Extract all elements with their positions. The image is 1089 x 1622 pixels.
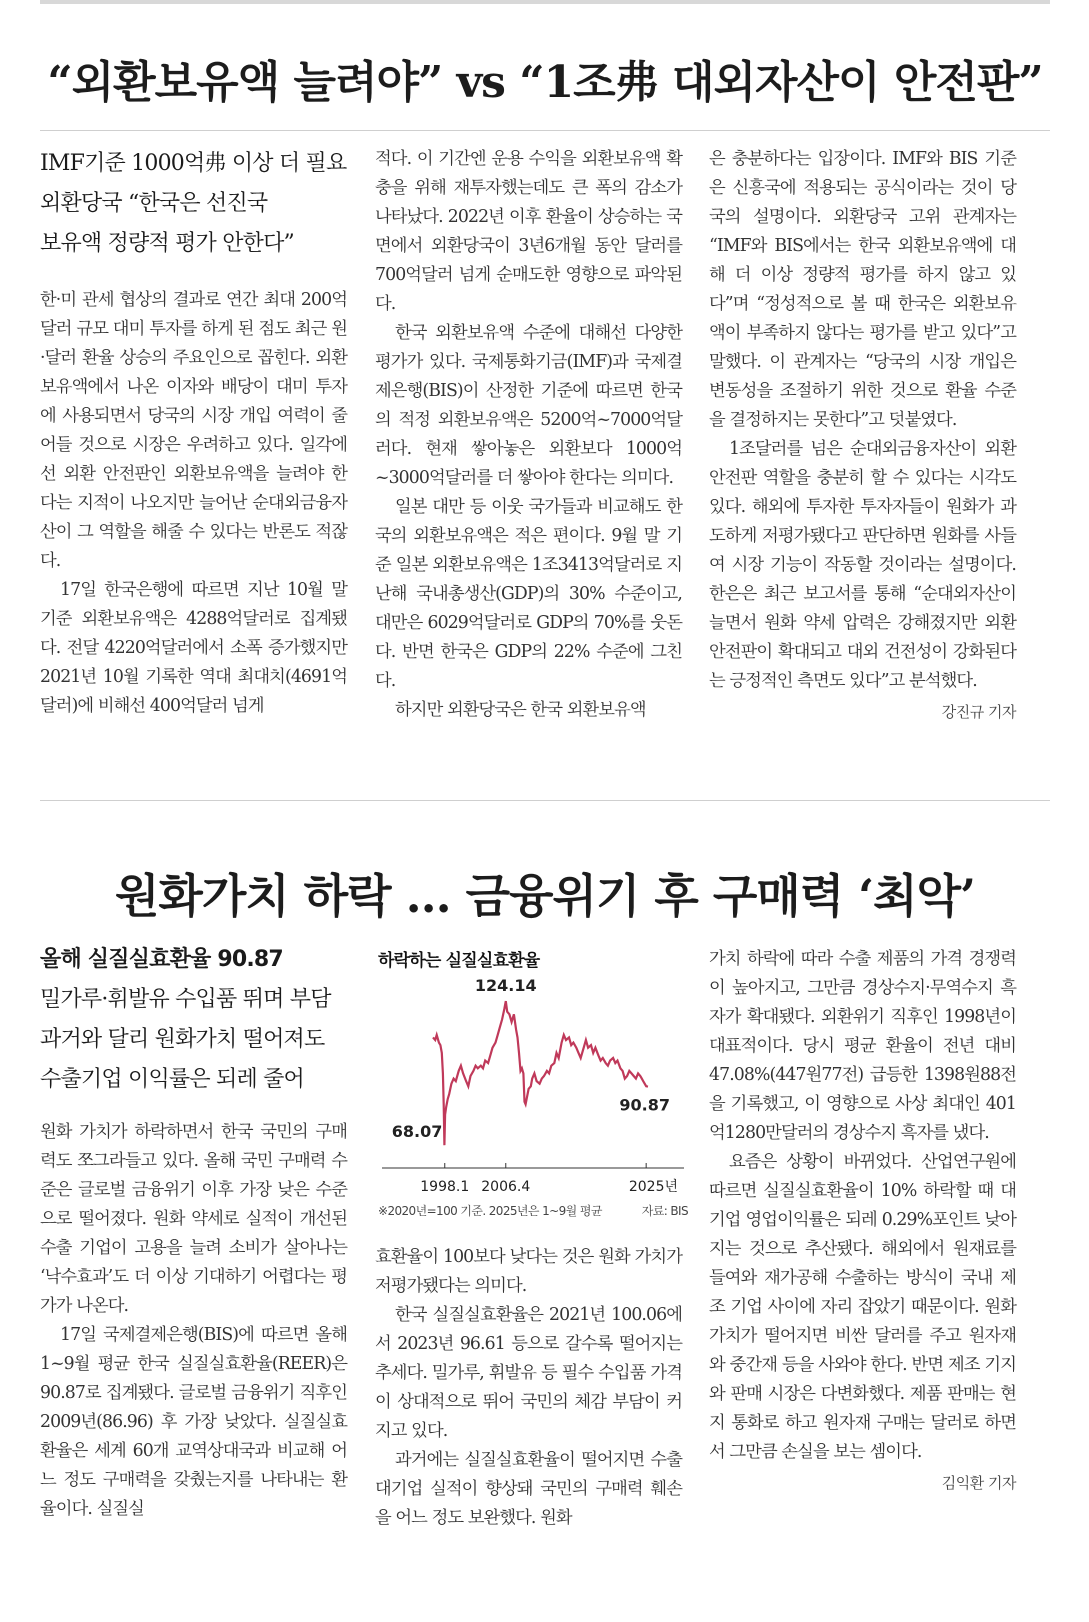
top-rule xyxy=(40,0,1050,4)
data-label: 68.07 xyxy=(391,1122,443,1142)
article1-headline: “외환보유액 늘려야” vs “1조弗 대외자산이 안전판” xyxy=(47,57,1043,108)
article1-paragraph: 은 충분하다는 입장이다. IMF와 BIS 기준은 신흥국에 적용되는 공식이라는 것이 당국의 설명이다. 외환당국 고위 관계자는 “IMF와 BIS에서는 한국 외환보유액에 대해 더 이상 정량적 평가를 하지 않고 있다”며 “정성적으로 볼 때 한국은 외환보유액이 부족하지 않다는 평가를 받고 있다”고 말했다. 이 관계자는 “당국의 시장 개입은 변동성을 조절하기 위한 것으로 환율 수준을 결정하지는 못한다”고 덧붙였다. xyxy=(709,149,1016,430)
article1-paragraph: 17일 한국은행에 따르면 지난 10월 말 기준 외환보유액은 4288억달러로 집계됐다. 전달 4220억달러에서 소폭 증가했지만 2021년 10월 기록한 역대 최대치(4691억달러)에 비해선 400억달러 넘게 xyxy=(40,580,347,716)
article2-column-2 xyxy=(375,1243,682,1533)
article-separator xyxy=(40,800,1050,801)
headline1-separator xyxy=(40,130,1050,131)
article1-paragraph: 하지만 외환당국은 한국 외환보유액 xyxy=(395,700,646,720)
chart-title: 하락하는 실질실효환율 xyxy=(378,951,540,971)
article2-subhead-4: 수출기업 이익률은 되레 줄어 xyxy=(40,1067,305,1092)
data-label: 90.87 xyxy=(619,1095,670,1115)
article1-byline: 강진규 기자 xyxy=(941,703,1016,721)
chart-source: 자료: BIS xyxy=(641,1204,688,1218)
article2-subhead-2: 밀가루·휘발유 수입품 뛰며 부담 xyxy=(40,987,331,1012)
article2-subhead-3: 과거와 달리 원화가치 떨어져도 xyxy=(40,1027,325,1052)
article1-column-1 xyxy=(40,144,347,721)
article2-paragraph: 요즘은 상황이 바뀌었다. 산업연구원에 따르면 실질실효환율이 10% 하락할 때 대기업 영업이익률은 되레 0.29%포인트 낮아지는 것으로 추산됐다. 해외에서 원재료를 들여와 재가공해 수출하는 방식이 국내 제조 기업 사이에 자리 잡았기 때문이다. 원화 가치가 떨어지면 비싼 달러를 주고 원자재와 중간재 등을 사와야 한다. 반면 제조 기지와 판매 시장은 다변화했다. 제품 판매는 현지 통화로 하고 원자재 구매는 달러로 하면서 그만큼 손실을 보는 셈이다. xyxy=(709,1152,1016,1462)
article1-subhead-3: 보유액 정량적 평가 안한다” xyxy=(40,231,294,256)
article1-subhead-1: IMF기준 1000억弗 이상 더 필요 xyxy=(40,151,347,176)
article1-paragraph: 1조달러를 넘은 순대외금융자산이 외환 안전판 역할을 충분히 할 수 있다는 시각도 있다. 해외에 투자한 투자자들이 원화가 과도하게 저평가됐다고 판단하면 원화를 사들여 시장 기능이 작동할 것이라는 설명이다. 한은은 최근 보고서를 통해 “순대외자산이 늘면서 원화 약세 압력은 강해졌지만 외환 안전판이 확대되고 대외 건전성이 강화된다는 긍정적인 측면도 있다”고 분석했다. xyxy=(709,439,1016,691)
x-tick-label: 1998.1 xyxy=(420,1179,470,1195)
chart-plot xyxy=(378,946,688,1202)
article1-column-2 xyxy=(375,145,682,725)
article1-paragraph: 한·미 관세 협상의 결과로 연간 최대 200억달러 규모 대미 투자를 하게 된 점도 최근 원·달러 환율 상승의 주요인으로 꼽힌다. 외환보유액에서 나온 이자와 배당이 대미 투자에 사용되면서 당국의 시장 개입 여력이 줄어들 것으로 시장은 우려하고 있다. 일각에선 외환 안전판인 외환보유액을 늘려야 한다는 지적이 나오지만 늘어난 순대외금융자산이 그 역할을 해줄 수 있다는 반론도 적잖다. xyxy=(40,290,347,571)
data-label: 124.14 xyxy=(474,976,537,996)
article1-column-3 xyxy=(709,145,1016,722)
article1-subhead-2: 외환당국 “한국은 선진국 xyxy=(40,191,268,216)
article2-paragraph: 원화 가치가 하락하면서 한국 국민의 구매력도 쪼그라들고 있다. 올해 국민 구매력 수준은 글로벌 금융위기 이후 가장 낮은 수준으로 떨어졌다. 원화 약세로 실적이 개선된 수출 기업이 고용을 늘려 소비가 살아나는 ‘낙수효과’도 더 이상 기대하기 어렵다는 평가가 나온다. xyxy=(40,1122,347,1316)
article2-paragraph: 가치 하락에 따라 수출 제품의 가격 경쟁력이 높아지고, 그만큼 경상수지·무역수지 흑자가 확대됐다. 외환위기 직후인 1998년이 대표적이다. 당시 평균 환율이 전년 대비 47.08%(447원77전) 급등한 1398원88전을 기록했고, 이 영향으로 사상 최대인 401억1280만달러의 경상수지 흑자를 냈다. xyxy=(709,949,1016,1143)
article1-paragraph: 한국 외환보유액 수준에 대해선 다양한 평가가 있다. 국제통화기금(IMF)과 국제결제은행(BIS)이 산정한 기준에 따르면 한국의 적정 외환보유액은 5200억~7000억달러다. 현재 쌓아놓은 외환보다 1000억~3000억달러를 더 쌓아야 한다는 의미다. xyxy=(375,323,682,488)
article2-column-3 xyxy=(709,945,1016,1493)
series-line xyxy=(433,1001,648,1145)
article1-paragraph: 적다. 이 기간엔 운용 수익을 외환보유액 확충을 위해 재투자했는데도 큰 폭의 감소가 나타났다. 2022년 이후 환율이 상승하는 국면에서 외환당국이 3년6개월 동안 달러를 700억달러 넘게 순매도한 영향으로 파악된다. xyxy=(375,149,682,314)
article2-headline: 원화가치 하락 … 금융위기 후 구매력 ‘최악’ xyxy=(114,869,976,923)
article2-paragraph: 한국 실질실효환율은 2021년 100.06에서 2023년 96.61 등으로 갈수록 떨어지는 추세다. 밀가루, 휘발유 등 필수 수입품 가격이 상대적으로 뛰어 국민의 체감 부담이 커지고 있다. xyxy=(375,1305,682,1441)
x-tick-label: 2025년 xyxy=(628,1179,678,1195)
reer-chart xyxy=(378,946,688,1226)
article2-paragraph: 17일 국제결제은행(BIS)에 따르면 올해 1~9월 평균 한국 실질실효환율(REER)은 90.87로 집계됐다. 글로벌 금융위기 직후인 2009년(86.96) 후 가장 낮았다. 실질실효환율은 세계 60개 교역상대국과 비교해 어느 정도 구매력을 갖췄는지를 나타내는 환율이다. 실질실 xyxy=(40,1325,347,1519)
article2-column-1 xyxy=(40,940,347,1524)
article2-paragraph: 과거에는 실질실효환율이 떨어지면 수출 대기업 실적이 향상돼 국민의 구매력 훼손을 어느 정도 보완했다. 원화 xyxy=(375,1450,682,1528)
article1-paragraph: 일본 대만 등 이웃 국가들과 비교해도 한국의 외환보유액은 적은 편이다. 9월 말 기준 일본 외환보유액은 1조3413억달러로 지난해 국내총생산(GDP)의 30% 수준이고, 대만은 6029억달러로 GDP의 70%를 웃돈다. 반면 한국은 GDP의 22% 수준에 그친다. xyxy=(375,497,682,691)
chart-note: ※2020년=100 기준. 2025년은 1~9월 평균 xyxy=(378,1204,602,1218)
article2-paragraph: 효환율이 100보다 낮다는 것은 원화 가치가 저평가됐다는 의미다. xyxy=(375,1247,682,1296)
x-tick-label: 2006.4 xyxy=(481,1179,531,1195)
article2-byline: 김익환 기자 xyxy=(941,1474,1016,1492)
article2-subhead-1: 올해 실질실효환율 90.87 xyxy=(40,947,283,972)
